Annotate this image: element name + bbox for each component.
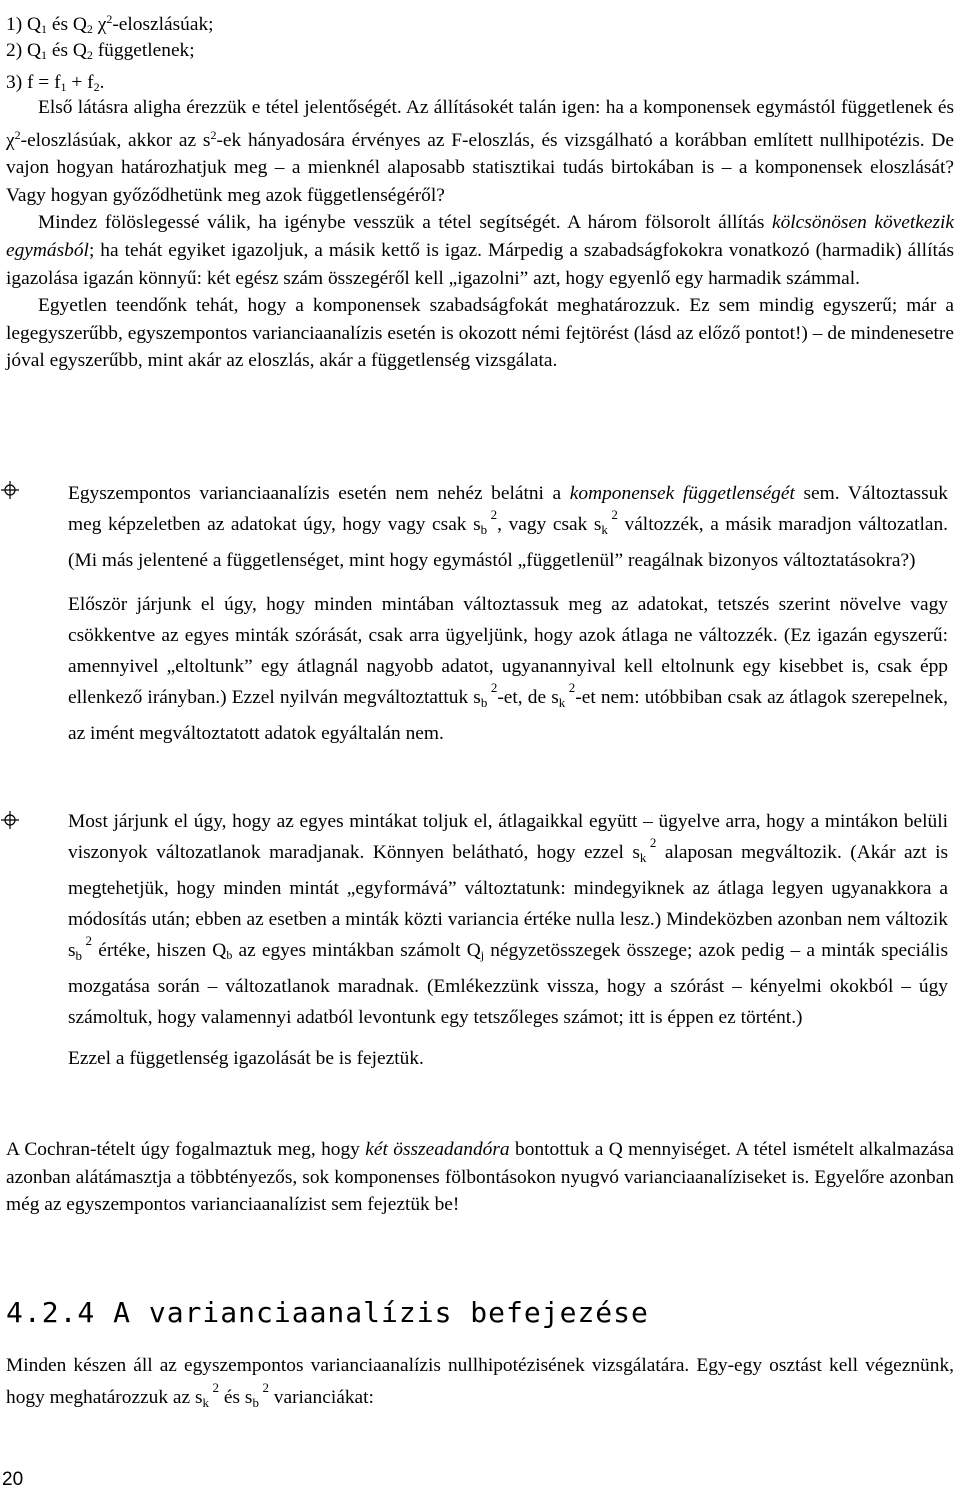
list-item: 3) $f = f_1 + f_2$.: [6, 72, 105, 94]
paragraph: A Cochran-tételt úgy fogalmaztuk meg, hogy két összeadandóra bontottuk a Q mennyiséget. A tétel ismételt alkalmazása azonban alátámasztja a többtényezős, sok komponenses fölbontásokon nyugvó varianciaanalíziseket is. Egyelőre azonban még az egyszempontos varianciaanalízist sem fejeztük be!: [6, 1139, 954, 1216]
bullet-text: [68, 806, 948, 1074]
list-item: 1) $Q_1$ és $Q_2$ $\chi^2$-eloszlásúak;: [6, 12, 214, 36]
paragraph-block-1: [6, 94, 954, 375]
paragraph-block-2: [6, 1136, 954, 1219]
paragraph: Most járjunk el úgy, hogy az egyes mintákat toljuk el, átlagaikkal együtt – ügyelve arra, hogy a mintákon belüli viszonyok változatlanok maradjanak. Könnyen belátható, hogy ezzel $s_k$ 2 alaposan megváltozik. (Akár azt is megtehetjük, hogy minden mintát „egyformává” változtatunk: mindegyiknek az átlaga legyen ugyanakkora a módosítás után; ebben az esetben a minták közti variancia értéke nulla lesz.) Mindeközben azonban nem változik $s_b$ 2 értéke, hiszen $Q_b$ az egyes mintákban számolt $Q_j$ négyzetösszegek összege; azok pedig – a minták speciális mozgatása során – változatlanok maradnak. (Emlékezzünk vissza, hogy a szórást – kényelmi okokból – úgy számoltuk, hogy valamennyi adatból levontunk egy tetszőleges számot; itt is éppen ez történt.): [68, 811, 948, 1028]
bullet-text: [68, 478, 948, 749]
paragraph: Első látásra aligha érezzük e tétel jelentőségét. Az állításokét talán igen: ha a komponensek egymástól függetlenek és $\chi^2$-eloszlásúak, akkor az $s^2-ek$ hányadosára érvényes az F-eloszlás, és vizsgálható a korábban említett nullhipotézis. De vajon hogyan határozhatjuk meg – a mienknél alaposabb statisztikai tudás birtokában is – a komponensek eloszlását? Vagy hogyan győződhetünk meg azok függetlenségéről?: [6, 97, 954, 206]
paragraph: Először járjunk el úgy, hogy minden mintában változtassuk meg az adatokat, tetszés szerint növelve vagy csökkentve az egyes minták szórását, csak arra ügyeljünk, hogy azok átlaga ne változzék. (Ez igazán egyszerű: amennyivel „eltoltunk” egy átlagnál nagyobb adatot, ugyanannyival kell eltolnunk egy kisebbet is, csak épp ellenkező irányban.) Ezzel nyilván megváltoztattuk $s_b$ 2 -et, de $s_k$ 2 -et nem: utóbbiban csak az átlagok szerepelnek, az imént megváltoztatott adatok egyáltalán nem.: [68, 594, 948, 744]
paragraph: Ezzel a függetlenség igazolását be is fejeztük.: [68, 1048, 424, 1069]
list-item: 2) $Q_1$ és $Q_2$ függetlenek;: [6, 40, 195, 62]
page-number: 20: [2, 1469, 24, 1490]
condition-list: [6, 3, 214, 99]
crossed-circle-bullet-icon: [0, 480, 20, 500]
paragraph: Egyszempontos varianciaanalízis esetén nem nehéz belátni a komponensek függetlenségét sem. Változtassuk meg képzeletben az adatokat úgy, hogy vagy csak $s_b$ 2 , vagy csak $s_k$ 2 változzék, a másik maradjon változatlan. (Mi más jelentené a függetlenséget, mint hogy egymástól „függetlenül” reagálnak bizonyos változtatásokra?): [68, 483, 949, 571]
section-heading: 4.2.4 A varianciaanalízis befejezése: [6, 1296, 649, 1329]
paragraph-block-3: [6, 1350, 954, 1419]
crossed-circle-bullet-icon: [0, 810, 20, 830]
paragraph: Minden készen áll az egyszempontos varianciaanalízis nullhipotézisének vizsgálatára. Egy-egy osztást kell végeznünk, hogy meghatározzuk az $s_k$ 2 és $s_b$ 2 varianciákat:: [6, 1355, 954, 1410]
paragraph: Mindez fölöslegessé válik, ha igénybe vesszük a tétel segítségét. A három fölsorolt állítás kölcsönösen következik egymásból; ha tehát egyiket igazoljuk, a másik kettő is igaz. Márpedig a szabadságfokokra vonatkozó (harmadik) állítás igazolása igazán könnyű: két egész szám összegéről kell „igazolni” azt, hogy egyenlő egy harmadik számmal.: [6, 212, 954, 289]
paragraph: Egyetlen teendőnk tehát, hogy a komponensek szabadságfokát meghatározzuk. Ez sem mindig egyszerű; már a legegyszerűbb, egyszempontos varianciaanalízis esetén is okozott némi fejtörést (lásd az előző pontot!) – de mindenesetre jóval egyszerűbb, mint akár az eloszlás, akár a függetlenség vizsgálata.: [6, 295, 954, 372]
